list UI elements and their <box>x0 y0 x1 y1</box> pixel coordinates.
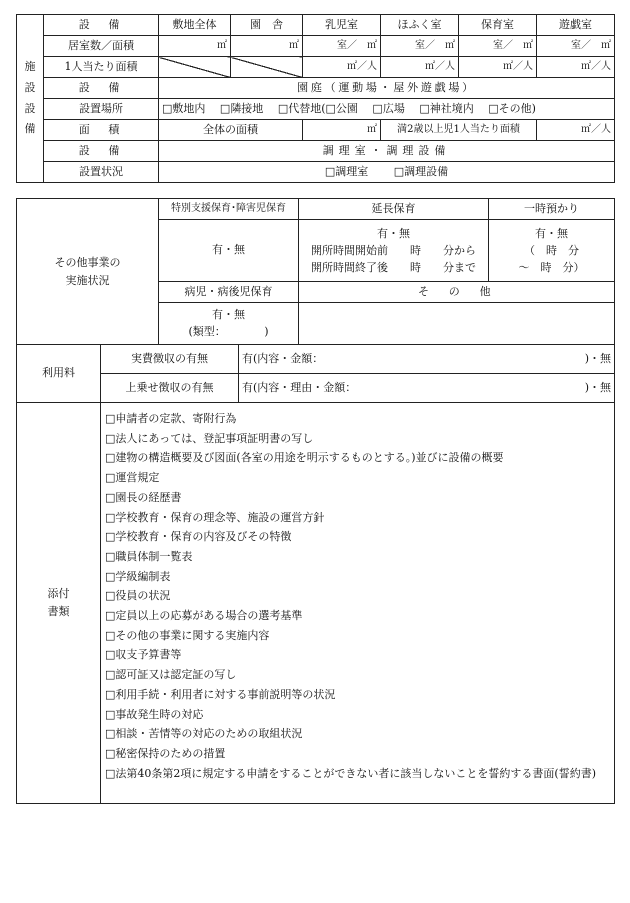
building-area-cell[interactable]: ㎡ <box>231 36 303 57</box>
special-support-header: 特別支援保育･障害児保育 <box>159 199 299 220</box>
extended-care-detail[interactable]: 有・無 開所時間開始前 時 分から 開所時間終了後 時 分まで <box>299 220 489 282</box>
extended-care-header: 延長保育 <box>299 199 489 220</box>
actual-cost-detail[interactable]: 有(内容・金額： )・無 <box>239 345 615 374</box>
attachments-label: 添付 書類 <box>17 403 101 804</box>
checkbox-park[interactable]: □ 公園 <box>326 102 358 115</box>
total-area-label: 全体の面積 <box>159 120 303 141</box>
temporary-care-detail[interactable]: 有・無 （ 時 分 ～ 時 分） <box>489 220 615 282</box>
attachment-item[interactable]: □ 建物の構造概要及び図面(各室の用途を明示するものとする。)並びに設備の概要 <box>105 448 610 468</box>
play-per-person-cell[interactable]: ㎡／人 <box>537 57 615 78</box>
checkbox-square[interactable]: □ 広場 <box>372 102 404 115</box>
garden-equipment-label: 設 備 <box>44 78 159 99</box>
per-child-area-label: 満2歳以上児1人当たり面積 <box>381 120 537 141</box>
extra-charge-detail[interactable]: 有(内容・理由・金額： )・無 <box>239 374 615 403</box>
total-area-cell[interactable]: ㎡ <box>303 120 381 141</box>
nursery-room-header: 保育室 <box>459 15 537 36</box>
facility-section-label: 施 設 設 備 <box>17 15 44 183</box>
attachment-item[interactable]: □ 法人にあっては、登記事項証明書の写し <box>105 429 610 449</box>
fees-table <box>16 344 615 403</box>
crawling-room-cell[interactable]: 室／ ㎡ <box>381 36 459 57</box>
facility-table <box>16 14 615 183</box>
checkbox-shrine[interactable]: □ 神社境内 <box>419 102 473 115</box>
temporary-care-header: 一時預かり <box>489 199 615 220</box>
nursery-per-person-cell[interactable]: ㎡／人 <box>459 57 537 78</box>
crawling-per-person-cell[interactable]: ㎡／人 <box>381 57 459 78</box>
sick-child-detail[interactable]: 有・無 (類型： ) <box>159 303 299 345</box>
others-header: そ の 他 <box>299 282 615 303</box>
checkbox-kitchen-room[interactable]: □ 調理室 <box>325 165 368 178</box>
checkbox-kitchen-equipment[interactable]: □ 調理設備 <box>394 165 448 178</box>
checkbox-other[interactable]: □ その他) <box>488 102 536 115</box>
area-per-person-label: 1人当たり面積 <box>44 57 159 78</box>
garden-area-label: 面 積 <box>44 120 159 141</box>
attachment-item[interactable]: □ 秘密保持のための措置 <box>105 744 610 764</box>
attachment-item[interactable]: □ 園長の経歴書 <box>105 488 610 508</box>
attachment-item[interactable]: □ 学校教育・保育の内容及びその特徴 <box>105 527 610 547</box>
extra-charge-label: 上乗せ徴収の有無 <box>101 374 239 403</box>
attachment-item[interactable]: □ 役員の状況 <box>105 586 610 606</box>
sick-child-header: 病児・病後児保育 <box>159 282 299 303</box>
garden-location-label: 設置場所 <box>44 99 159 120</box>
attachment-item[interactable]: □ 職員体制一覧表 <box>105 547 610 567</box>
fees-label: 利用料 <box>17 345 101 403</box>
attachment-item[interactable]: □ 事故発生時の対応 <box>105 705 610 725</box>
attachment-item[interactable]: □ 利用手続・利用者に対する事前説明等の状況 <box>105 685 610 705</box>
kitchen-status-options <box>159 162 615 183</box>
attachment-item[interactable]: □ 申請者の定款、寄附行為 <box>105 409 610 429</box>
attachment-item[interactable]: □ 相談・苦情等の対応のための取組状況 <box>105 724 610 744</box>
play-room-cell[interactable]: 室／ ㎡ <box>537 36 615 57</box>
whole-site-header: 敷地全体 <box>159 15 231 36</box>
play-room-header: 遊戯室 <box>537 15 615 36</box>
equipment-header: 設 備 <box>44 15 159 36</box>
checkbox-on-site[interactable]: □ 敷地内 <box>162 102 205 115</box>
other-projects-table <box>16 198 615 345</box>
infant-per-person-cell[interactable]: ㎡／人 <box>303 57 381 78</box>
building-per-person-na <box>231 57 303 78</box>
attachment-item[interactable]: □ 学校教育・保育の理念等、施設の運営方針 <box>105 508 610 528</box>
kitchen-status-label: 設置状況 <box>44 162 159 183</box>
building-header: 園 舎 <box>231 15 303 36</box>
garden-location-options <box>159 99 615 120</box>
site-per-person-na <box>159 57 231 78</box>
attachments-table <box>16 402 615 804</box>
others-detail[interactable] <box>299 303 615 345</box>
garden-title: 園庭（運動場・屋外遊戯場） <box>159 78 615 99</box>
kitchen-title: 調理室・調理設備 <box>159 141 615 162</box>
attachment-item[interactable]: □ その他の事業に関する実施内容 <box>105 626 610 646</box>
special-support-yes-no[interactable]: 有・無 <box>159 220 299 282</box>
nursery-room-cell[interactable]: 室／ ㎡ <box>459 36 537 57</box>
checkbox-alternative[interactable]: □ 代替地( <box>278 102 326 115</box>
site-area-cell[interactable]: ㎡ <box>159 36 231 57</box>
attachment-item[interactable]: □ 運営規定 <box>105 468 610 488</box>
attachment-item[interactable]: □ 定員以上の応募がある場合の選考基準 <box>105 606 610 626</box>
per-child-area-cell[interactable]: ㎡／人 <box>537 120 615 141</box>
attachment-item[interactable]: □ 学級編制表 <box>105 567 610 587</box>
room-count-area-label: 居室数／面積 <box>44 36 159 57</box>
attachment-item[interactable]: □ 認可証又は認定証の写し <box>105 665 610 685</box>
infant-room-header: 乳児室 <box>303 15 381 36</box>
checkbox-adjacent[interactable]: □ 隣接地 <box>220 102 263 115</box>
other-projects-label: その他事業の 実施状況 <box>17 199 159 345</box>
kitchen-equipment-label: 設 備 <box>44 141 159 162</box>
infant-room-cell[interactable]: 室／ ㎡ <box>303 36 381 57</box>
attachments-list <box>101 403 614 789</box>
attachments-list-cell <box>101 403 615 804</box>
attachment-item[interactable]: □ 法第40条第2項に規定する申請をすることができない者に該当しないことを誓約する書面(誓約書) <box>105 764 610 784</box>
actual-cost-label: 実費徴収の有無 <box>101 345 239 374</box>
attachment-item[interactable]: □ 収支予算書等 <box>105 645 610 665</box>
crawling-room-header: ほふく室 <box>381 15 459 36</box>
